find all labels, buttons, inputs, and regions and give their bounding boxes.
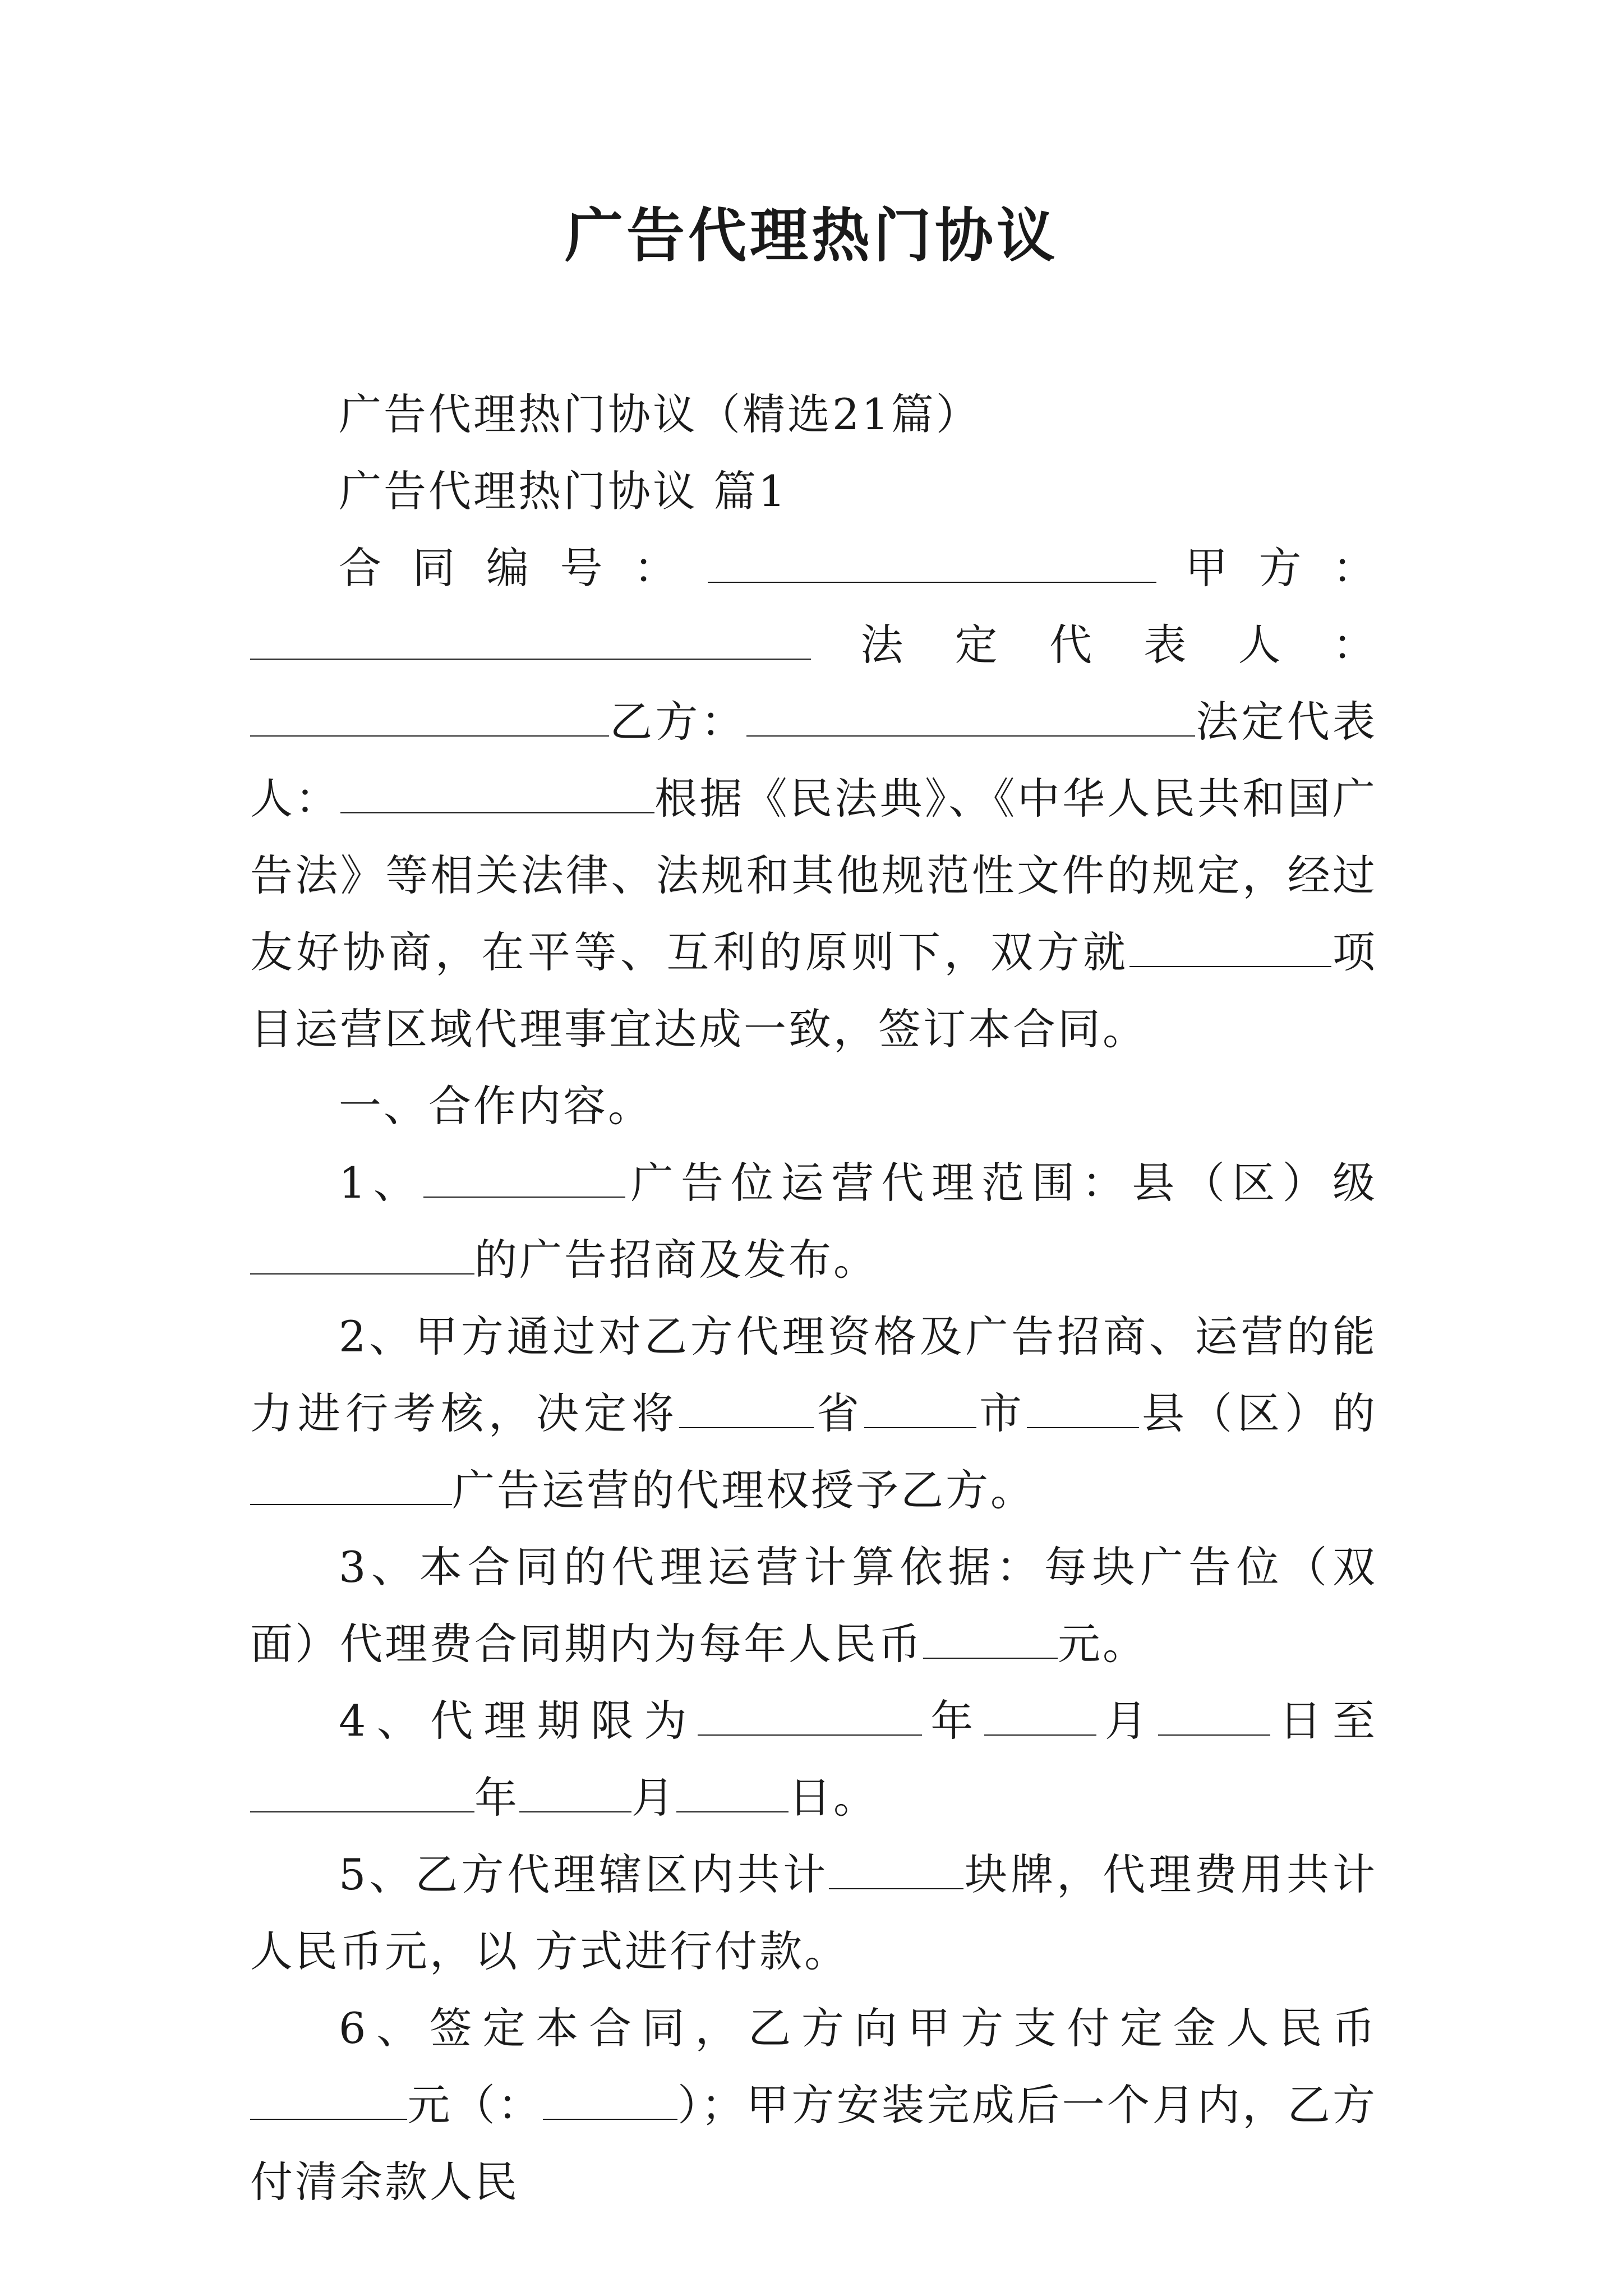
fill-in-blank[interactable] [1129, 927, 1331, 967]
paragraph-text: 根据《民法典》、《中华人民共和国广告法》等相关法律、法规和其他规范性文件的规定，经过友好协商，在平等、互利的原则下，双方就 [250, 774, 1378, 977]
fill-in-blank[interactable] [679, 1388, 814, 1428]
paragraph-text: 年 [474, 1773, 519, 1823]
fill-in-blank[interactable] [708, 542, 1156, 583]
fill-in-blank[interactable] [1158, 1695, 1270, 1736]
contract-paragraph [250, 1990, 1377, 2220]
fill-in-blank[interactable] [250, 1234, 474, 1274]
paragraph-text: 元。 [1058, 1619, 1147, 1669]
paragraph-text: 日。 [789, 1773, 878, 1823]
section-heading: 广告代理热门协议 篇1 [339, 466, 788, 516]
fill-in-blank[interactable] [676, 1772, 789, 1812]
paragraph-text: 合同编号： [339, 543, 708, 593]
contract-paragraph [250, 1682, 1377, 1836]
paragraph-text: 月 [1096, 1696, 1159, 1746]
paragraph-text: 广告运营的代理权授予乙方。 [452, 1465, 1035, 1515]
paragraph-text: 法定代表人： [250, 697, 1377, 823]
fill-in-blank[interactable] [829, 1849, 963, 1889]
paragraph-text: 甲方： [1156, 543, 1377, 593]
document-subtitle: 广告代理热门协议（精选21篇） [339, 389, 981, 439]
paragraph-text: 法定代表人： [811, 620, 1377, 670]
paragraph-text: 月 [631, 1773, 676, 1823]
fill-in-blank[interactable] [250, 2079, 407, 2120]
paragraph-text: 6、签定本合同，乙方向甲方支付定金人民币 [339, 2003, 1377, 2053]
paragraph-text: 3、本合同的代理运营计算依据：每块广告位（双面）代理费合同期内为每年人民币 [250, 1542, 1377, 1669]
fill-in-blank[interactable] [250, 1465, 452, 1505]
fill-in-blank[interactable] [250, 619, 811, 660]
paragraph-text: 项目运营区域代理事宜达成一致，签订本合同。 [250, 927, 1377, 1054]
document-body [250, 376, 1377, 2220]
contract-paragraph [250, 1068, 1377, 1144]
fill-in-blank[interactable] [340, 773, 654, 813]
fill-in-blank[interactable] [698, 1695, 922, 1736]
fill-in-blank[interactable] [423, 1157, 625, 1198]
contract-paragraph [250, 1529, 1377, 1682]
fill-in-blank[interactable] [1027, 1388, 1139, 1428]
paragraph-text: 一、合作内容。 [339, 1081, 653, 1131]
fill-in-blank[interactable] [250, 1772, 474, 1812]
paragraph-text: 1、 [339, 1158, 424, 1208]
document-title: 广告代理热门协议 [564, 201, 1058, 270]
fill-in-blank[interactable] [519, 1772, 631, 1812]
paragraph-text: 的广告招商及发布。 [474, 1235, 878, 1285]
contract-paragraph [250, 1298, 1377, 1529]
paragraph-text: 市 [976, 1388, 1027, 1438]
fill-in-blank[interactable] [543, 2079, 677, 2120]
paragraph-text: 省 [814, 1388, 864, 1438]
contract-paragraph [250, 1144, 1377, 1298]
contract-paragraphs [250, 530, 1377, 2220]
paragraph-text: 乙方： [609, 697, 746, 747]
paragraph-text: 2、甲方通过对乙方代理资格及广告招商、运营的能力进行考核，决定将 [250, 1312, 1377, 1438]
fill-in-blank[interactable] [250, 696, 609, 737]
paragraph-text: 县（区）的 [1139, 1388, 1377, 1438]
fill-in-blank[interactable] [864, 1388, 976, 1428]
fill-in-blank[interactable] [984, 1695, 1096, 1736]
paragraph-text: 元（： [407, 2080, 543, 2130]
fill-in-blank[interactable] [746, 696, 1195, 737]
paragraph-text: 年 [921, 1696, 984, 1746]
paragraph-text: 广告位运营代理范围：县（区）级 [625, 1158, 1377, 1208]
paragraph-text: 5、乙方代理辖区内共计 [339, 1849, 829, 1899]
contract-paragraph [250, 1836, 1377, 1990]
contract-paragraph [250, 530, 1377, 1068]
fill-in-blank[interactable] [923, 1618, 1058, 1659]
paragraph-text: 块牌，代理费用共计人民币元，以 方式进行付款。 [250, 1849, 1377, 1976]
paragraph-text: 4、代理期限为 [339, 1696, 698, 1746]
paragraph-text: 日至 [1270, 1696, 1378, 1746]
paragraph-text: ）；甲方安装完成后一个月内，乙方付清余款人民 [250, 2080, 1378, 2207]
